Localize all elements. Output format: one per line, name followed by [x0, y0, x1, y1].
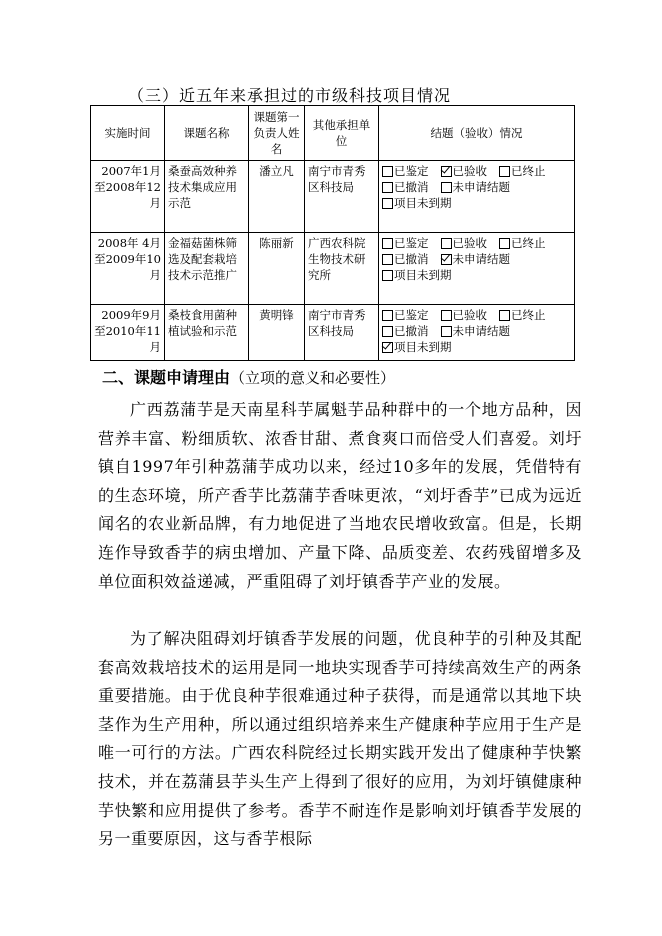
cell-status — [379, 233, 575, 305]
checkbox-icon — [499, 166, 510, 177]
status-option-label: 未申请结题 — [452, 252, 510, 266]
status-option — [382, 179, 429, 195]
status-option — [382, 307, 429, 323]
checkbox-icon — [382, 198, 393, 209]
status-option-label: 已终止 — [511, 164, 546, 178]
cell-leader: 潘立凡 — [249, 161, 305, 233]
checkbox-icon — [382, 166, 393, 177]
col-header-status: 结题（验收）情况 — [379, 106, 575, 161]
table-header-row — [91, 106, 575, 161]
cell-leader: 黄明锋 — [249, 305, 305, 361]
status-option — [382, 195, 452, 211]
status-options — [382, 307, 571, 355]
cell-time: 2009年9月至2010年11月 — [91, 305, 165, 361]
col-header-time: 实施时间 — [91, 106, 165, 161]
checkbox-icon — [382, 342, 393, 353]
status-option — [382, 163, 429, 179]
section-title: 二、课题申请理由 — [102, 368, 231, 387]
checkbox-icon — [441, 326, 452, 337]
table-row — [91, 305, 575, 361]
status-option-label: 已撤消 — [394, 324, 429, 338]
cell-units: 南宁市青秀区科技局 — [305, 305, 379, 361]
checkbox-icon — [441, 166, 452, 177]
checkbox-icon — [441, 182, 452, 193]
status-option-label: 已鉴定 — [394, 164, 429, 178]
status-option-label: 已撤消 — [394, 252, 429, 266]
status-option — [382, 323, 429, 339]
status-option-label: 未申请结题 — [452, 180, 510, 194]
cell-units: 南宁市青秀区科技局 — [305, 161, 379, 233]
table-row — [91, 233, 575, 305]
checkbox-icon — [441, 254, 452, 265]
status-option — [499, 235, 546, 251]
cell-leader: 陈丽新 — [249, 233, 305, 305]
status-option — [441, 251, 511, 267]
status-option-label: 已撤消 — [394, 180, 429, 194]
status-option — [382, 235, 429, 251]
status-option — [441, 307, 488, 323]
status-options — [382, 163, 571, 211]
status-option-label: 已验收 — [452, 164, 487, 178]
section-note: （立项的意义和必要性） — [230, 369, 396, 387]
cell-name: 桑蚕高效种养技术集成应用示范 — [165, 161, 249, 233]
cell-name: 桑枝食用菌种植试验和示范 — [165, 305, 249, 361]
table-row — [91, 161, 575, 233]
status-option — [441, 235, 488, 251]
cell-time: 2008年 4月至2009年10月 — [91, 233, 165, 305]
checkbox-icon — [382, 326, 393, 337]
status-option — [382, 267, 452, 283]
checkbox-icon — [441, 238, 452, 249]
checkbox-icon — [441, 310, 452, 321]
status-option-label: 项目未到期 — [394, 340, 452, 354]
status-option-label: 已验收 — [452, 236, 487, 250]
status-option — [441, 179, 511, 195]
body-paragraph-1: 广西荔蒲芋是天南星科芋属魁芋品种群中的一个地方品种，因营养丰富、粉细质软、浓香甘甜、煮食爽口而倍受人们喜爱。刘圩镇自1997年引种荔蒲芋成功以来，经过10多年的发展，凭借特有的生态环境，所产香芋比荔蒲芋香味更浓，“刘圩香芋”已成为远近闻名的农业新品牌，有力地促进了当地农民增收致富。但是，长期连作导致香芋的病虫增加、产量下降、品质变差、农药残留增多及单位面积效益递减，严重阻碍了刘圩镇香芋产业的发展。 — [98, 400, 582, 591]
status-option-label: 已终止 — [511, 308, 546, 322]
status-options — [382, 235, 571, 283]
col-header-name: 课题名称 — [165, 106, 249, 161]
checkbox-icon — [382, 238, 393, 249]
status-option — [382, 251, 429, 267]
checkbox-icon — [499, 310, 510, 321]
cell-status — [379, 161, 575, 233]
col-header-units: 其他承担单位 — [305, 106, 379, 161]
status-option — [441, 163, 488, 179]
cell-status — [379, 305, 575, 361]
status-option — [382, 339, 452, 355]
cell-units: 广西农科院生物技术研究所 — [305, 233, 379, 305]
status-option-label: 未申请结题 — [452, 324, 510, 338]
section-heading — [102, 365, 395, 388]
project-table — [90, 105, 575, 361]
checkbox-icon — [382, 182, 393, 193]
status-option-label: 已鉴定 — [394, 236, 429, 250]
status-option-label: 已鉴定 — [394, 308, 429, 322]
checkbox-icon — [499, 238, 510, 249]
checkbox-icon — [382, 310, 393, 321]
cell-time: 2007年1月至2008年12月 — [91, 161, 165, 233]
status-option — [499, 307, 546, 323]
status-option-label: 项目未到期 — [394, 268, 452, 282]
col-header-leader: 课题第一负责人姓名 — [249, 106, 305, 161]
checkbox-icon — [382, 270, 393, 281]
status-option-label: 已终止 — [511, 236, 546, 250]
table-caption: （三）近五年来承担过的市级科技项目情况 — [128, 86, 452, 105]
checkbox-icon — [382, 254, 393, 265]
cell-name: 金福菇菌株筛选及配套栽培技术示范推广 — [165, 233, 249, 305]
status-option-label: 已验收 — [452, 308, 487, 322]
status-option — [441, 323, 511, 339]
body-paragraph-2: 为了解决阻碍刘圩镇香芋发展的问题，优良种芋的引种及其配套高效栽培技术的运用是同一地块实现香芋可持续高效生产的两条重要措施。由于优良种芋很难通过种子获得，而是通常以其地下块茎作为生产用种，所以通过组织培养来生产健康种芋应用于生产是唯一可行的方法。广西农科院经过长期实践开发出了健康种芋快繁技术，并在荔蒲县芋头生产上得到了很好的应用，为刘圩镇健康种芋快繁和应用提供了参考。香芋不耐连作是影响刘圩镇香芋发展的另一重要原因，这与香芋根际 — [98, 629, 582, 849]
status-option-label: 项目未到期 — [394, 196, 452, 210]
status-option — [499, 163, 546, 179]
